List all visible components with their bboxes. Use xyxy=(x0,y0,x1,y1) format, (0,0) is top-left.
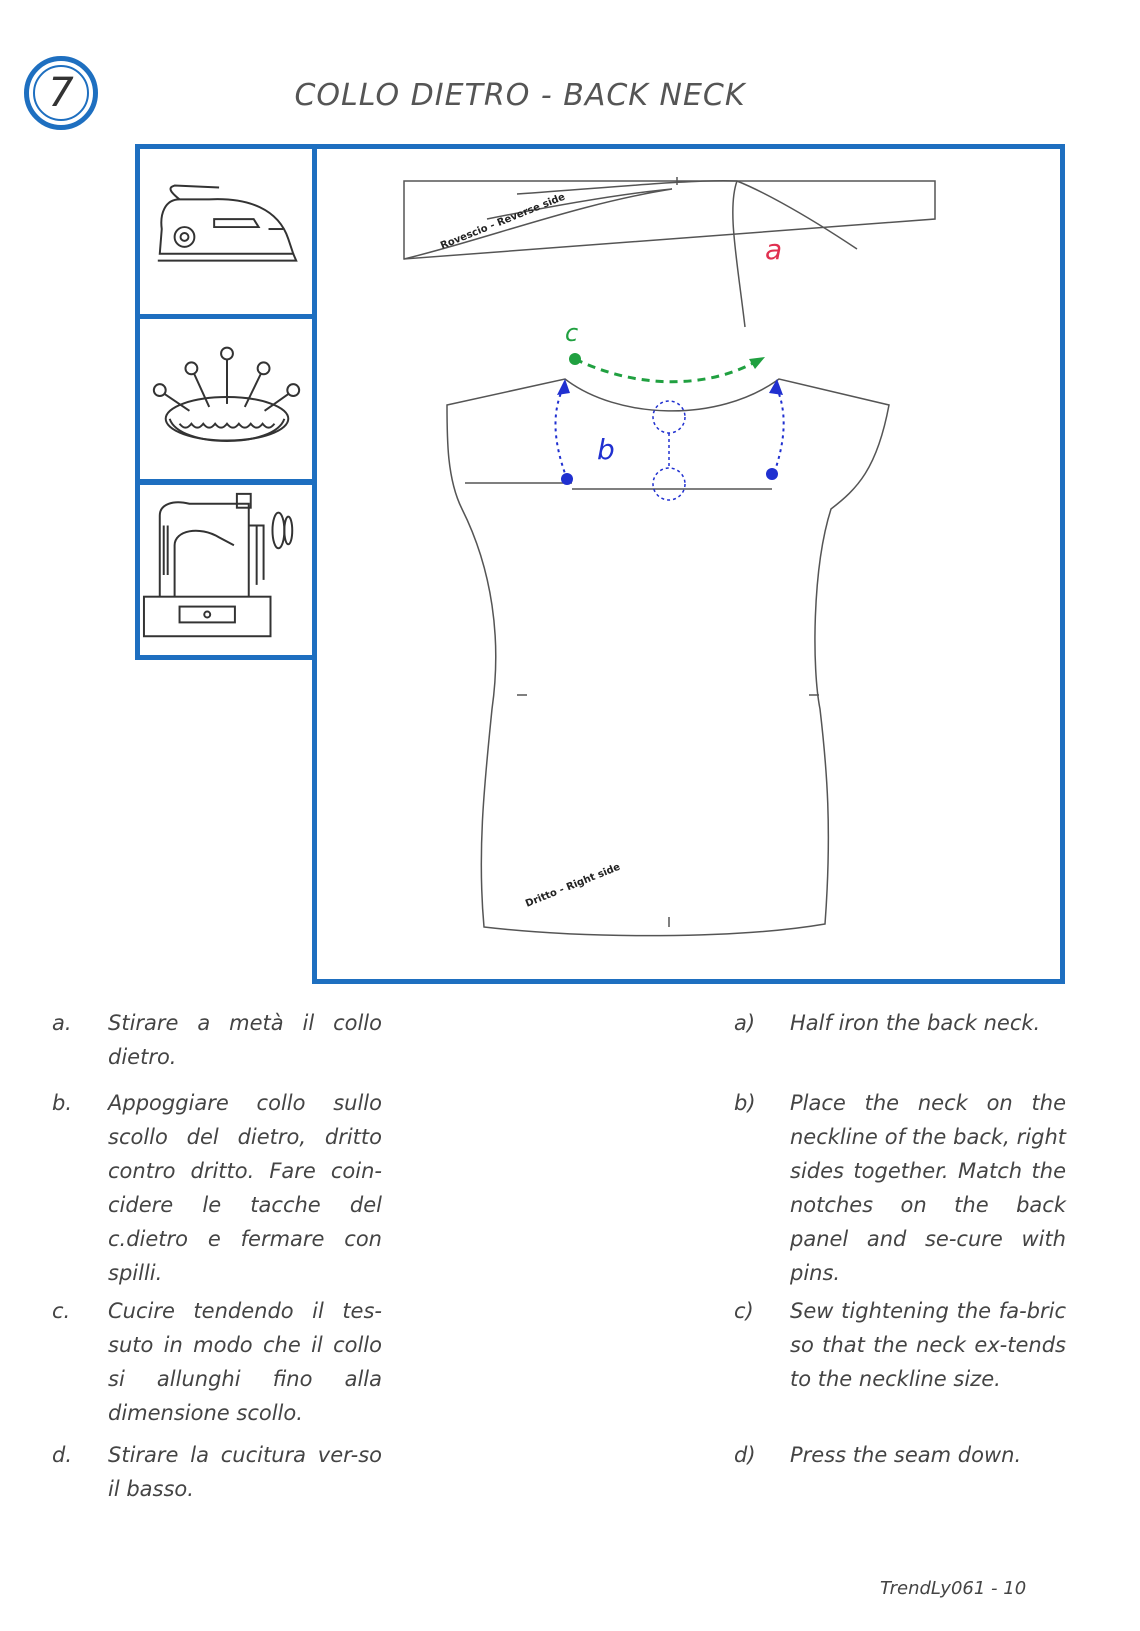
diagram-frame xyxy=(312,144,1065,984)
instruction-it-b: b. Appoggiare collo sullo scollo del dietro, dritto contro dritto. Fare coin-cidere le tacche del c.dietro e fermare con spilli. xyxy=(52,1091,382,1285)
tool-iron-box xyxy=(135,144,319,319)
instruction-it-c: c. Cucire tendendo il tes-suto in modo che il collo si allunghi fino alla dimensione scollo. xyxy=(52,1299,382,1425)
marker-a: a xyxy=(765,233,783,266)
reverse-side-label: Rovescio - Reverse side xyxy=(439,191,567,252)
pincushion-icon xyxy=(140,319,314,479)
instruction-en-d: d) Press the seam down. xyxy=(734,1443,1022,1467)
page-title: COLLO DIETRO - BACK NECK xyxy=(294,78,746,113)
garment-diagram xyxy=(317,149,1060,979)
iron-icon xyxy=(140,149,314,314)
instruction-en-a: a) Half iron the back neck. xyxy=(734,1011,1041,1035)
instruction-en-b: b) Place the neck on the neckline of the back, right sides together. Match the notches on the back panel and se-cure with pins. xyxy=(734,1091,1066,1285)
step-number: 7 xyxy=(48,70,74,116)
right-side-label: Dritto - Right side xyxy=(524,861,622,910)
marker-c: c xyxy=(565,319,579,347)
marker-b: b xyxy=(597,433,615,466)
tool-machine-box xyxy=(135,480,319,660)
page-footer-code: TrendLy061 - 10 xyxy=(880,1578,1027,1599)
instruction-it-a: a. Stirare a metà il collo dietro. xyxy=(52,1011,382,1069)
marker-c-dot xyxy=(569,353,581,365)
step-badge xyxy=(24,56,98,130)
instruction-it-d: d. Stirare la cucitura ver-so il basso. xyxy=(52,1443,382,1501)
notch-markers xyxy=(653,401,685,500)
bodice-panel xyxy=(447,379,889,936)
instruction-en-c: c) Sew tightening the fa-bric so that the neck ex-tends to the neckline size. xyxy=(734,1299,1066,1391)
marker-c-arrow xyxy=(575,359,757,382)
collar-band xyxy=(404,177,935,327)
tool-pins-box xyxy=(135,314,319,484)
sewing-machine-icon xyxy=(140,485,314,655)
marker-c-head xyxy=(749,357,765,369)
